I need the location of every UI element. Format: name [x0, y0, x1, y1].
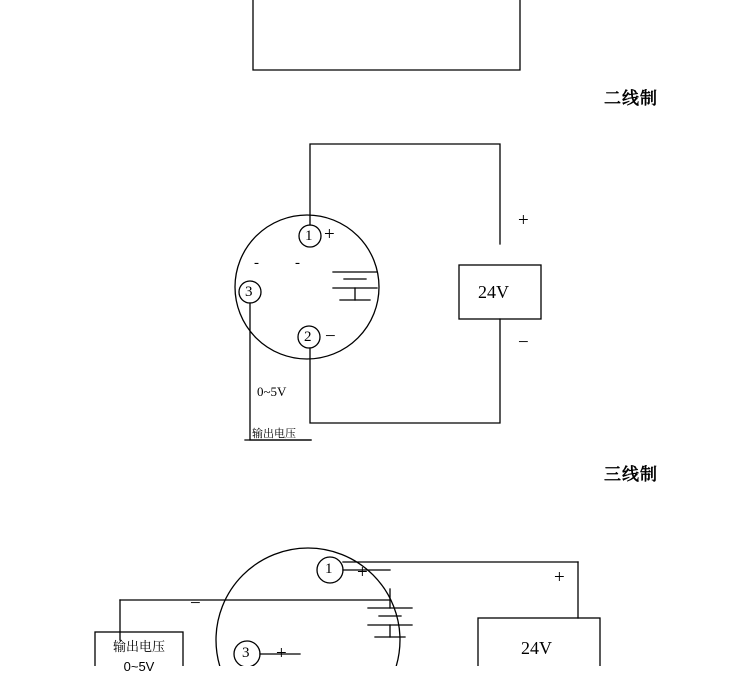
supply-minus-sign: − [518, 332, 529, 353]
pin-1-number-3w: 1 [325, 561, 333, 577]
internal-source-symbol-3w [368, 608, 412, 637]
inner-mark-2: - [295, 255, 300, 271]
output-box-label-line1: 输出电压 [112, 639, 165, 654]
pin-2-sign: − [325, 326, 336, 347]
top-enclosure [253, 0, 520, 70]
pin-2-number: 2 [304, 329, 312, 345]
output-voltage-label: 输出电压 [252, 428, 296, 440]
output-range-label: 0~5V [257, 384, 287, 399]
wire-supply-minus-to-pin2 [310, 319, 500, 423]
pin-1-sign: + [324, 224, 335, 245]
pin-3-number: 3 [245, 284, 253, 300]
pin-3-sign-3w: + [276, 643, 287, 664]
pin-3-number-3w: 3 [242, 645, 250, 661]
pin-1-sign-3w: + [357, 562, 368, 583]
supply-minus-sign-3w: − [190, 593, 201, 614]
internal-source-symbol [333, 272, 377, 300]
output-box-label-line2: 0~5V [123, 659, 155, 674]
supply-voltage-label: 24V [478, 282, 509, 302]
inner-mark-1: - [254, 255, 259, 271]
wire-pin1-to-supply-plus [310, 144, 500, 244]
supply-plus-sign: + [518, 210, 529, 231]
section-title-two-wire: 二线制 [604, 89, 658, 108]
supply-voltage-label-3w: 24V [521, 638, 552, 658]
wire-pin3-output [250, 303, 311, 440]
pin-1-number: 1 [305, 228, 313, 244]
supply-plus-sign-3w: + [554, 567, 565, 588]
section-title-three-wire: 三线制 [604, 465, 658, 484]
